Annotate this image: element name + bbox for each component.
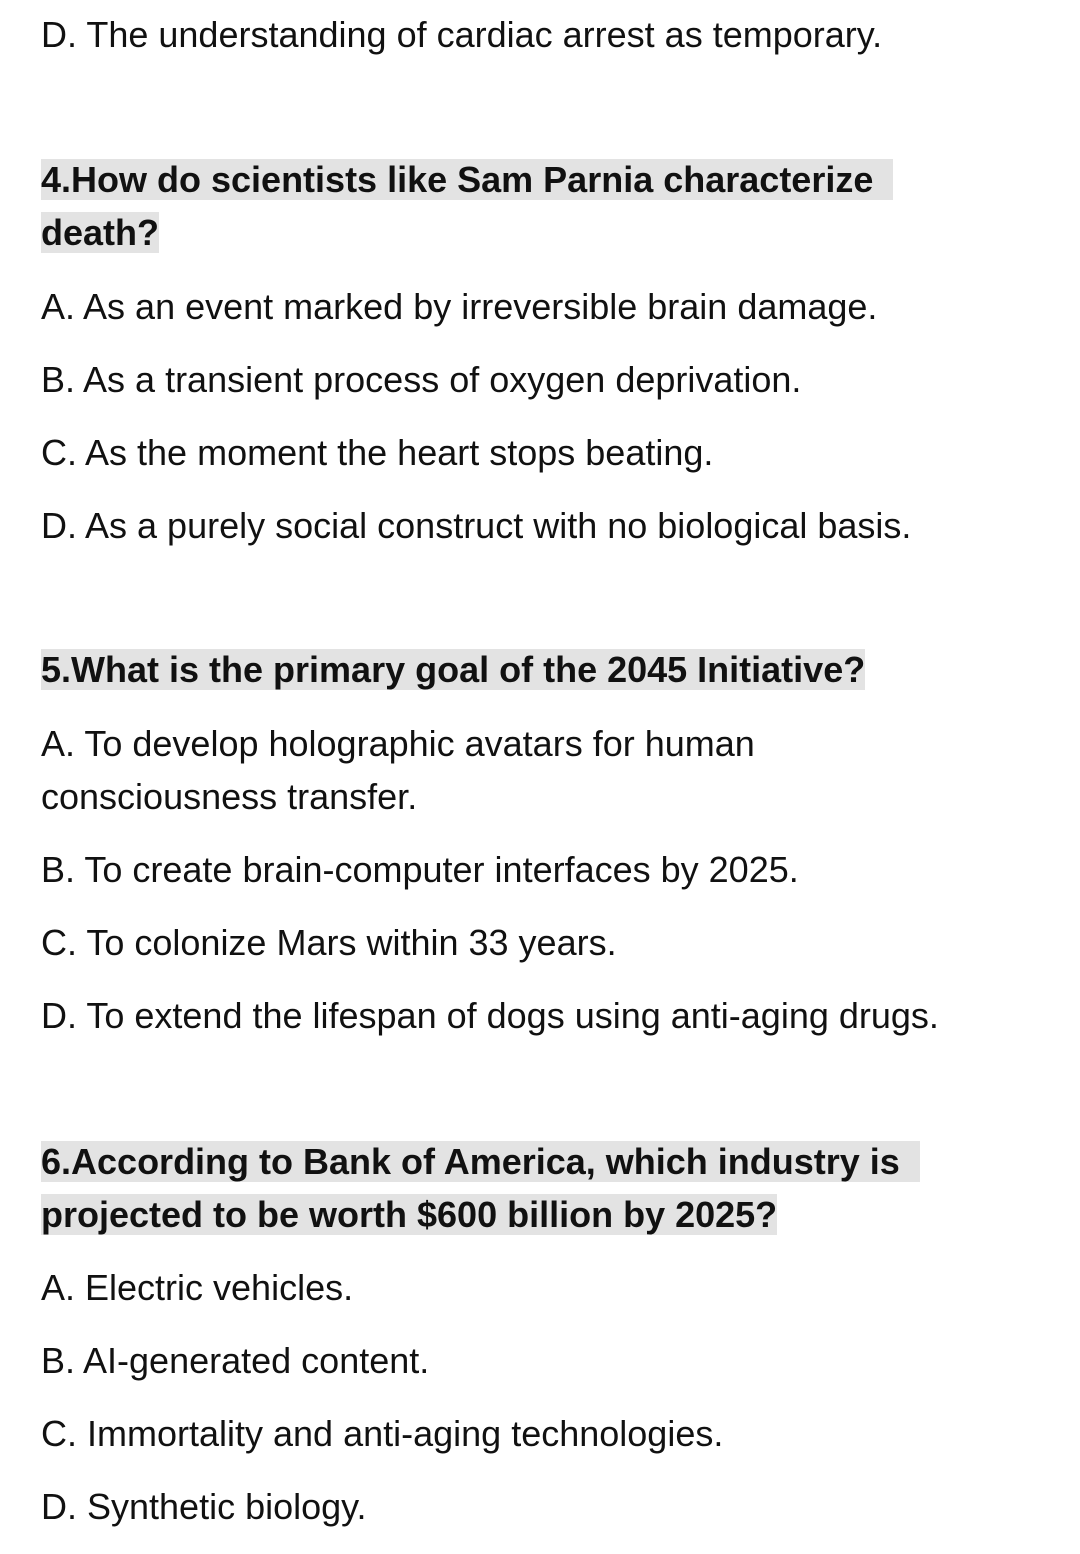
question-5-option-a-line1: A. To develop holographic avatars for human xyxy=(41,723,755,764)
question-6-option-b: B. AI-generated content. xyxy=(41,1340,430,1381)
question-4-title-line2: death? xyxy=(41,212,160,253)
question-4-option-d: D. As a purely social construct with no biological basis. xyxy=(41,505,912,546)
question-6-title-line1: 6.According to Bank of America, which industry is xyxy=(41,1135,920,1188)
question-5-option-b: B. To create brain-computer interfaces by 2025. xyxy=(41,849,799,890)
question-4-option-a: A. As an event marked by irreversible brain damage. xyxy=(41,286,878,327)
question-6-option-d: D. Synthetic biology. xyxy=(41,1486,367,1527)
question-4-option-c: C. As the moment the heart stops beating. xyxy=(41,432,714,473)
question-5-title: 5.What is the primary goal of the 2045 Initiative? xyxy=(41,649,866,690)
question-5-option-d: D. To extend the lifespan of dogs using anti-aging drugs. xyxy=(41,995,939,1036)
question-6-option-a: A. Electric vehicles. xyxy=(41,1267,354,1308)
question-4-option-b: B. As a transient process of oxygen deprivation. xyxy=(41,359,802,400)
question-5-option-c: C. To colonize Mars within 33 years. xyxy=(41,922,617,963)
question-4-title-line1: 4.How do scientists like Sam Parnia characterize xyxy=(41,153,893,206)
question-6-title-line2: projected to be worth $600 billion by 2025? xyxy=(41,1194,778,1235)
question-5-option-a-line2: consciousness transfer. xyxy=(41,776,418,817)
question-6-option-c: C. Immortality and anti-aging technologies. xyxy=(41,1413,724,1454)
option-d-prev: D. The understanding of cardiac arrest as temporary. xyxy=(41,14,883,55)
